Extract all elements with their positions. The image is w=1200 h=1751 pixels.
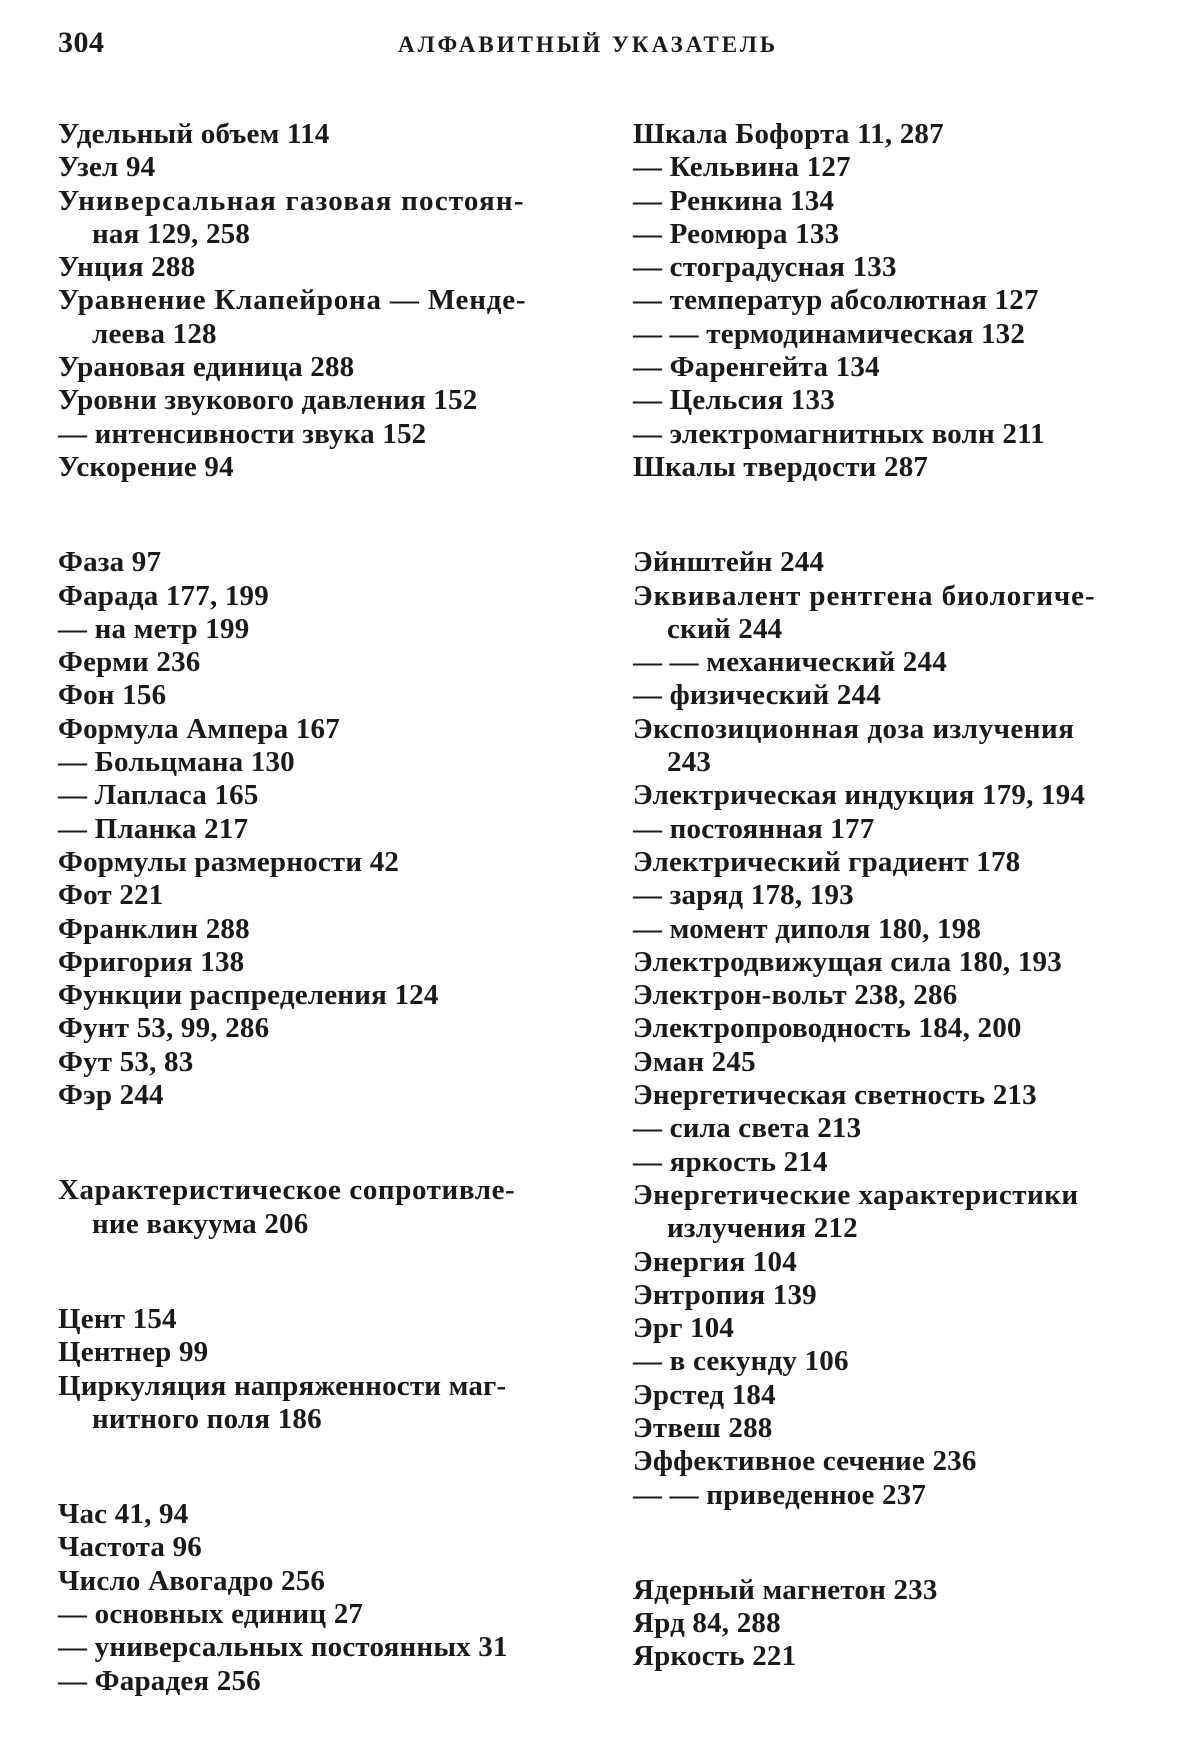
index-entry: — на метр 199 <box>58 612 250 645</box>
index-entry: Ферми 236 <box>58 646 201 679</box>
index-entry: Эрг 104 <box>633 1312 735 1345</box>
index-entry: — Реомюра 133 <box>633 217 840 250</box>
index-entry: — Ренкина 134 <box>633 184 835 217</box>
index-entry: — Больцмана 130 <box>58 746 295 779</box>
index-entry: Электропроводность 184, 200 <box>633 1012 1022 1045</box>
index-entry: Фон 156 <box>58 679 167 712</box>
index-entry: Фригория 138 <box>58 945 245 978</box>
index-entry: Формулы размерности 42 <box>58 845 400 878</box>
index-group-sh <box>633 118 1153 484</box>
index-entry: — постоянная 177 <box>633 812 875 845</box>
index-entry: Частота 96 <box>58 1531 202 1564</box>
index-entry: Фаза 97 <box>58 546 162 579</box>
index-entry: Эквивалент рентгена биологиче- <box>633 579 1096 612</box>
page-number: 304 <box>58 26 105 59</box>
index-entry: Циркуляция напряженности маг- <box>58 1369 507 1402</box>
index-entry: Электрон-вольт 238, 286 <box>633 979 958 1012</box>
index-entry-continuation: ная 129, 258 <box>92 217 251 250</box>
index-entry: Цент 154 <box>58 1302 177 1335</box>
index-entry: Энергетические характеристики <box>633 1178 1079 1211</box>
index-group-e <box>633 546 1153 1512</box>
index-group-f <box>58 546 578 1112</box>
index-entry: Этвеш 288 <box>633 1411 773 1444</box>
index-entry: Фот 221 <box>58 879 164 912</box>
index-entry: Фарада 177, 199 <box>58 579 269 612</box>
index-entry: Удельный объем 114 <box>58 118 330 150</box>
index-entry: Энергия 104 <box>633 1245 797 1278</box>
index-entry: Урановая единица 288 <box>58 351 355 384</box>
index-entry: — в секунду 106 <box>633 1345 849 1378</box>
index-entry: — — термодинамическая 132 <box>633 317 1026 350</box>
index-entry-continuation: нитного поля 186 <box>92 1402 322 1435</box>
index-entry: — температур абсолютная 127 <box>633 284 1039 317</box>
index-entry: Узел 94 <box>58 151 156 184</box>
index-entry: Фунт 53, 99, 286 <box>58 1012 270 1045</box>
index-entry: Шкалы твердости 287 <box>633 450 929 483</box>
index-group-u <box>58 118 578 484</box>
index-entry: Эман 245 <box>633 1045 756 1078</box>
index-entry: Формула Ампера 167 <box>58 712 340 745</box>
index-entry: Центнер 99 <box>58 1336 209 1369</box>
index-group-ts <box>58 1303 578 1436</box>
index-entry: — основных единиц 27 <box>58 1597 364 1630</box>
index-entry: Электрический градиент 178 <box>633 845 1021 878</box>
index-entry: Яркость 221 <box>633 1640 797 1673</box>
index-entry: — Фаренгейта 134 <box>633 351 880 384</box>
index-entry: Эйнштейн 244 <box>633 546 825 579</box>
index-entry: Энтропия 139 <box>633 1278 817 1311</box>
index-entry: — сила света 213 <box>633 1112 862 1145</box>
index-entry: Уравнение Клапейрона — Менде- <box>58 284 527 317</box>
index-entry: Шкала Бофорта 11, 287 <box>633 118 944 150</box>
index-entry: — — механический 244 <box>633 646 947 679</box>
index-entry: — яркость 214 <box>633 1145 828 1178</box>
index-entry-continuation: ние вакуума 206 <box>92 1207 309 1240</box>
index-entry: Франклин 288 <box>58 912 250 945</box>
index-entry: — Фарадея 256 <box>58 1664 261 1697</box>
index-entry: Электрическая индукция 179, 194 <box>633 779 1086 812</box>
index-entry: Час 41, 94 <box>58 1498 189 1531</box>
index-entry: Ускорение 94 <box>58 450 234 483</box>
index-entry: — Цельсия 133 <box>633 384 835 417</box>
index-entry: Функции распределения 124 <box>58 979 439 1012</box>
index-entry: — момент диполя 180, 198 <box>633 912 982 945</box>
index-entry-continuation: излучения 212 <box>667 1212 858 1245</box>
index-entry: — электромагнитных волн 211 <box>633 417 1045 450</box>
index-entry: — заряд 178, 193 <box>633 879 854 912</box>
index-entry: Унция 288 <box>58 251 196 284</box>
index-entry: — интенсивности звука 152 <box>58 417 427 450</box>
page-header <box>58 26 1158 70</box>
index-entry-continuation: 243 <box>667 746 712 779</box>
index-group-ya <box>633 1574 1153 1674</box>
index-entry-continuation: леева 128 <box>92 317 217 350</box>
index-entry: Характеристическое сопротивле- <box>58 1174 516 1207</box>
index-group-ch <box>58 1498 578 1698</box>
index-entry: Эрстед 184 <box>633 1378 776 1411</box>
index-entry: Универсальная газовая постоян- <box>58 184 525 217</box>
index-entry: — Лапласа 165 <box>58 779 259 812</box>
index-entry: — физический 244 <box>633 679 881 712</box>
index-entry: — универсальных постоянных 31 <box>58 1631 508 1664</box>
index-entry: — Кельвина 127 <box>633 151 851 184</box>
index-entry: Экспозиционная доза излучения <box>633 712 1075 745</box>
right-column <box>633 118 1153 1674</box>
index-entry: Эффективное сечение 236 <box>633 1445 977 1478</box>
index-entry: Фут 53, 83 <box>58 1045 194 1078</box>
index-entry: Фэр 244 <box>58 1079 164 1112</box>
index-entry-continuation: ский 244 <box>667 612 783 645</box>
index-entry: Уровни звукового давления 152 <box>58 384 478 417</box>
index-entry: Ядерный магнетон 233 <box>633 1573 938 1606</box>
index-group-h <box>58 1174 578 1241</box>
index-entry: Энергетическая светность 213 <box>633 1079 1037 1112</box>
left-column <box>58 118 578 1698</box>
index-entry: Число Авогадро 256 <box>58 1564 326 1597</box>
index-entry: — Планка 217 <box>58 812 249 845</box>
index-entry: Ярд 84, 288 <box>633 1607 781 1640</box>
running-title: АЛФАВИТНЫЙ УКАЗАТЕЛЬ <box>398 32 779 57</box>
index-entry: — стоградусная 133 <box>633 251 897 284</box>
index-entry: Электродвижущая сила 180, 193 <box>633 945 1062 978</box>
index-entry: — — приведенное 237 <box>633 1478 927 1511</box>
